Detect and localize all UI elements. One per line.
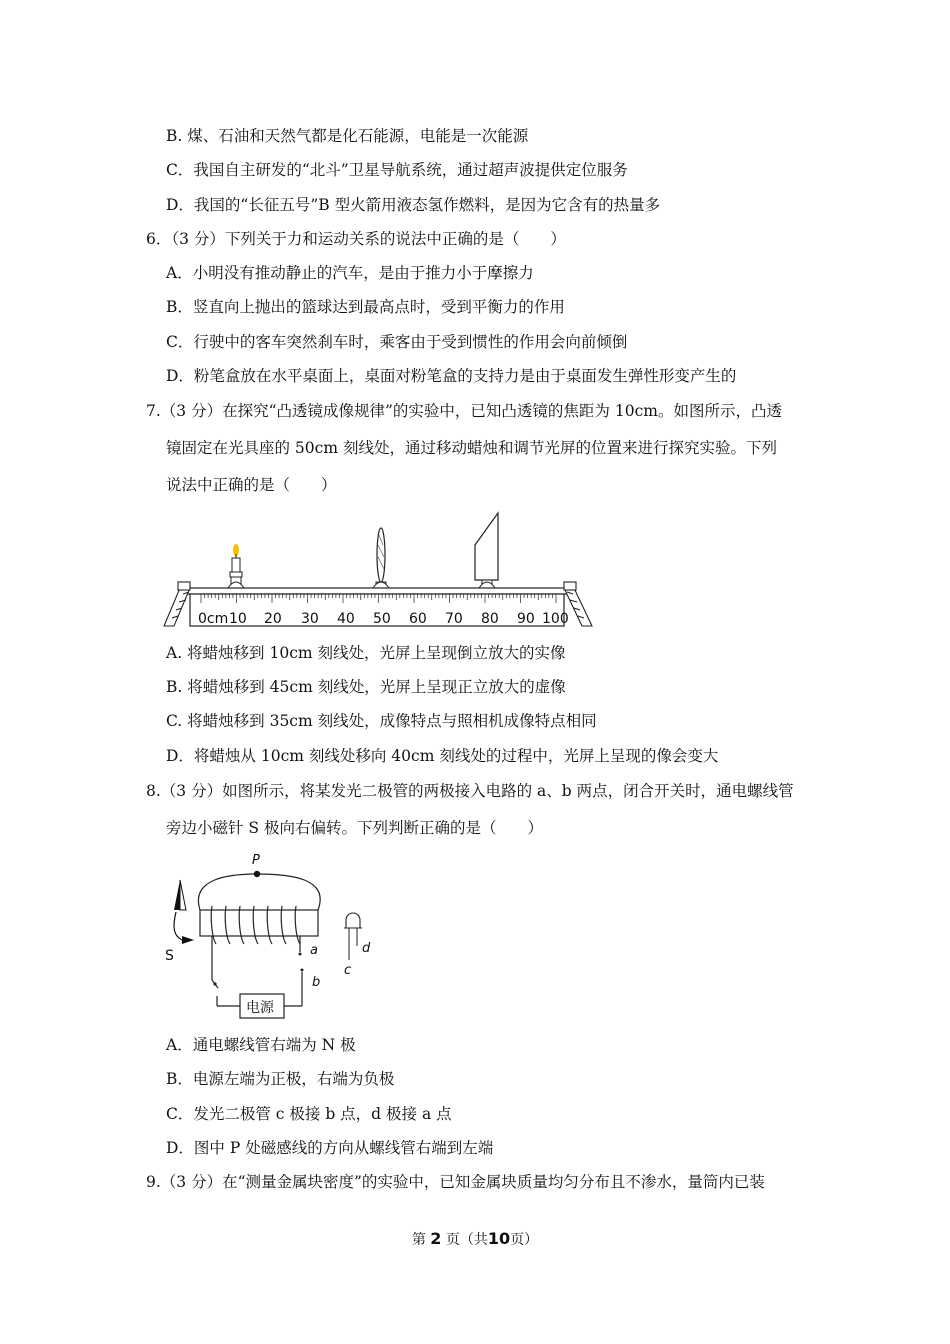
- footer-suffix: 页）: [510, 1232, 539, 1248]
- bench-leg-left: [164, 582, 190, 626]
- q8-option-b: B．电源左端为正极，右端为负极: [166, 1070, 395, 1088]
- q6-option-d: D．粉笔盒放在水平桌面上，桌面对粉笔盒的支持力是由于桌面发生弹性形变产生的: [166, 367, 737, 385]
- q6-stem: 6．（3 分）下列关于力和运动关系的说法中正确的是（ ）: [146, 230, 566, 248]
- convex-lens: [377, 528, 385, 582]
- label-a: a: [310, 943, 318, 958]
- scale-label-80: 80: [481, 611, 499, 627]
- scale-label-20: 20: [264, 611, 282, 627]
- candle: [230, 544, 242, 588]
- terminal-b: [301, 969, 304, 972]
- footer-middle: 页（共: [445, 1232, 488, 1248]
- scale-label-100: 100: [542, 611, 569, 627]
- q8-option-a: A．通电螺线管右端为 N 极: [166, 1036, 356, 1054]
- q7-stem-line2: 镜固定在光具座的 50cm 刻线处，通过移动蜡烛和调节光屏的位置来进行探究实验。下列: [166, 439, 777, 457]
- q8-stem-line1: 8.（3 分）如图所示，将某发光二极管的两极接入电路的 a、b 两点，闭合开关时，通电螺线管: [146, 782, 794, 800]
- label-b: b: [312, 975, 321, 990]
- footer-page-number: 2: [430, 1229, 442, 1248]
- scale-label-10: 10: [229, 611, 247, 627]
- q6-option-c: C．行驶中的客车突然刹车时，乘客由于受到惯性的作用会向前倾倒: [166, 333, 628, 351]
- bench-rail: [180, 588, 572, 594]
- light-screen: [475, 513, 498, 580]
- solenoid-circuit-figure: [160, 848, 390, 1023]
- q8-stem-line2: 旁边小磁针 S 极向右偏转。下列判断正确的是（ ）: [166, 819, 543, 837]
- scale-label-70: 70: [445, 611, 463, 627]
- compass-needle: [174, 880, 194, 944]
- q7-option-d: D．将蜡烛从 10cm 刻线处移向 40cm 刻线处的过程中，光屏上呈现的像会变大: [166, 747, 719, 765]
- q8-option-c: C．发光二极管 c 极接 b 点，d 极接 a 点: [166, 1105, 452, 1123]
- q5-option-c: C．我国自主研发的“北斗”卫星导航系统，通过超声波提供定位服务: [166, 161, 628, 179]
- label-s: S: [165, 948, 174, 964]
- optical-bench-figure: [160, 510, 610, 635]
- q6-option-a: A．小明没有推动静止的汽车，是由于推力小于摩擦力: [166, 264, 534, 282]
- led: [344, 913, 362, 960]
- q9-stem-line1: 9.（3 分）在“测量金属块密度”的实验中，已知金属块质量均匀分布且不渗水，量筒内已装: [146, 1173, 765, 1191]
- scale-label-30: 30: [301, 611, 319, 627]
- scale-label-0: 0cm: [198, 611, 229, 627]
- footer-prefix: 第: [411, 1232, 426, 1248]
- footer-total-pages: 10: [487, 1229, 511, 1248]
- scale-label-90: 90: [517, 611, 535, 627]
- scale-label-40: 40: [337, 611, 355, 627]
- point-p: [254, 871, 260, 877]
- q7-option-b: B. 将蜡烛移到 45cm 刻线处，光屏上呈现正立放大的虚像: [166, 678, 566, 696]
- q5-option-d: D．我国的“长征五号”B 型火箭用液态氢作燃料，是因为它含有的热量多: [166, 196, 661, 214]
- magnetic-field-line: [198, 874, 320, 910]
- page-footer: [0, 1229, 950, 1249]
- q8-option-d: D．图中 P 处磁感线的方向从螺线管右端到左端: [166, 1139, 494, 1157]
- label-d: d: [362, 941, 371, 956]
- power-source-label: 电源: [246, 1000, 274, 1016]
- q7-option-c: C. 将蜡烛移到 35cm 刻线处，成像特点与照相机成像特点相同: [166, 712, 597, 730]
- label-c: c: [344, 963, 352, 978]
- terminal-a: [299, 953, 302, 956]
- scale-label-60: 60: [409, 611, 427, 627]
- q7-stem-line3: 说法中正确的是（ ）: [166, 476, 337, 494]
- q7-stem-line1: 7.（3 分）在探究“凸透镜成像规律”的实验中，已知凸透镜的焦距为 10cm。如图所示，凸透: [146, 402, 782, 420]
- q5-option-b: B. 煤、石油和天然气都是化石能源，电能是一次能源: [166, 127, 529, 145]
- label-p: P: [252, 853, 260, 868]
- q6-option-b: B．竖直向上抛出的篮球达到最高点时，受到平衡力的作用: [166, 298, 565, 316]
- q7-option-a: A. 将蜡烛移到 10cm 刻线处，光屏上呈现倒立放大的实像: [166, 644, 566, 662]
- solenoid: [200, 910, 318, 936]
- scale-label-50: 50: [373, 611, 391, 627]
